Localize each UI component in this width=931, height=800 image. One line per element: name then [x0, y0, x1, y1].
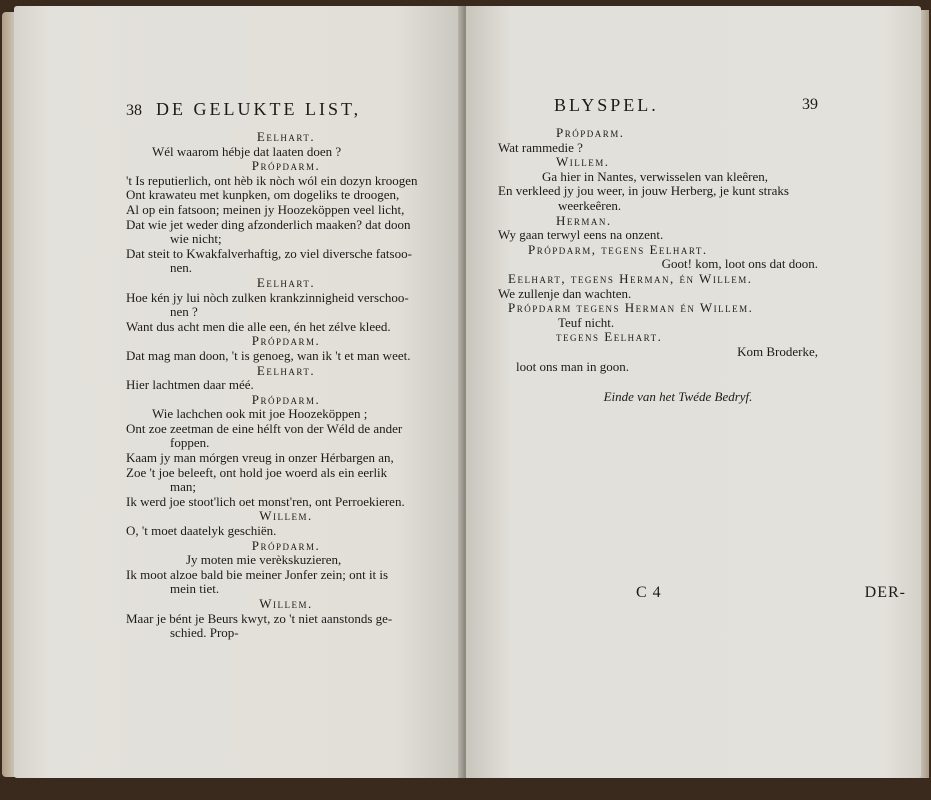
text-line: Dat steit to Kwakfalverhaftig, zo viel diversche fatsoo- — [126, 245, 412, 261]
text-line: Zoe 't joe beleeft, ont hold joe woerd als ein eerlik — [126, 464, 388, 480]
right-running-title: BLYSPEL. — [554, 95, 659, 115]
left-page-number: 38 — [126, 102, 142, 119]
text-line: Teuf nicht. — [558, 314, 615, 330]
speaker-name: Própdarm tegens Herman én Willem. — [508, 300, 754, 316]
text-line: Hier lachtmen daar méé. — [126, 377, 254, 393]
text-line: wie nicht; — [170, 231, 222, 247]
speaker-name: Própdarm. — [251, 158, 321, 174]
text-line: Maar je bént je Beurs kwyt, zo 't niet aanstonds ge- — [126, 610, 393, 626]
signature-mark: C 4 — [636, 584, 662, 601]
text-line: nen. — [170, 260, 193, 276]
speaker-name: Eelhart, tegens Herman, én Willem. — [508, 270, 753, 286]
text-line: nen ? — [170, 304, 198, 320]
text-line: Ont krawateu met kunpken, om dogeliks te droogen, — [126, 187, 400, 203]
catchword: DER- — [864, 584, 906, 601]
right-page-footer — [636, 584, 906, 602]
text-line: Kom Broderke, — [737, 343, 818, 359]
text-line: Al op ein fatsoon; meinen jy Hoozeköppen veel licht, — [126, 201, 405, 217]
text-line: mein tiet. — [170, 581, 220, 597]
text-line: Dat wie jet weder ding afzonderlich maaken? dat doon — [126, 216, 411, 232]
text-line: Wie lachchen ook mit joe Hoozeköppen ; — [152, 406, 368, 422]
text-line: Want dus acht men die alle een, én het zélve kleed. — [126, 318, 391, 334]
speaker-name: Própdarm. — [251, 537, 321, 553]
text-line: O, 't moet daatelyk geschiën. — [126, 523, 277, 539]
text-line: Dat mag man doon, 't is genoeg, wan ik 't et man weet. — [126, 347, 411, 363]
text-line: En verkleed jy jou weer, in jouw Herberg, je kunt straks — [498, 183, 789, 199]
text-line: man; — [170, 479, 196, 495]
speaker-name: Willem. — [556, 154, 610, 170]
text-line: Wél waarom hébje dat laaten doen ? — [152, 143, 342, 159]
speaker-name: Própdarm. — [251, 333, 321, 349]
right-text-block — [498, 126, 818, 374]
text-line: We zullenje dan wachten. — [498, 285, 632, 301]
text-line: Hoe kén jy lui nòch zulken krankzinnigheid verschoo- — [126, 289, 409, 305]
left-page — [14, 6, 464, 778]
speaker-name: tegens Eelhart. — [556, 329, 663, 345]
text-line: weerkeêren. — [558, 197, 622, 213]
speaker-name: Willem. — [259, 508, 313, 524]
right-page-content — [498, 95, 818, 405]
text-line: foppen. — [170, 435, 210, 451]
speaker-name: Própdarm, tegens Eelhart. — [528, 241, 708, 257]
text-line: Ga hier in Nantes, verwisselen van kleêren, — [542, 168, 768, 184]
text-line: Ont zoe zeetman de eine hélft von der Wéld de ander — [126, 420, 403, 436]
left-page-content — [126, 99, 446, 641]
text-line: 't Is reputierlich, ont hèb ik nòch wól ein dozyn kroogen — [126, 172, 418, 188]
speaker-name: Willem. — [259, 596, 313, 611]
speaker-name: Própdarm. — [556, 125, 625, 140]
text-line: loot ons man in goon. — [516, 358, 630, 374]
speaker-name: Eelhart. — [256, 129, 316, 144]
left-running-head — [126, 99, 446, 124]
speaker-name: Eelhart. — [256, 274, 316, 290]
text-line: Wy gaan terwyl eens na onzent. — [498, 227, 664, 243]
speaker-name: Herman. — [556, 212, 612, 228]
text-line: Goot! kom, loot ons dat doon. — [661, 256, 818, 272]
right-running-head — [498, 95, 818, 120]
act-end-note: Einde van het Twéde Bedryf. — [603, 389, 753, 405]
text-line: schied. Prop- — [170, 625, 239, 641]
text-line: Ik moot alzoe bald bie meiner Jonfer zein; ont it is — [126, 566, 389, 582]
text-line: Kaam jy man mórgen vreug in onzer Hérbargen an, — [126, 450, 394, 466]
text-line: Ik werd joe stoot'lich oet monst'ren, ont Perroekieren. — [126, 493, 405, 509]
speaker-name: Eelhart. — [256, 362, 316, 378]
left-running-title: DE GELUKTE LIST, — [156, 99, 362, 119]
right-page-number: 39 — [802, 96, 818, 113]
text-line: Jy moten mie verèkskuzieren, — [186, 552, 342, 568]
speaker-name: Própdarm. — [251, 391, 321, 407]
text-line: Wat rammedie ? — [498, 139, 583, 155]
left-text-block — [126, 130, 446, 641]
right-page — [466, 6, 921, 778]
